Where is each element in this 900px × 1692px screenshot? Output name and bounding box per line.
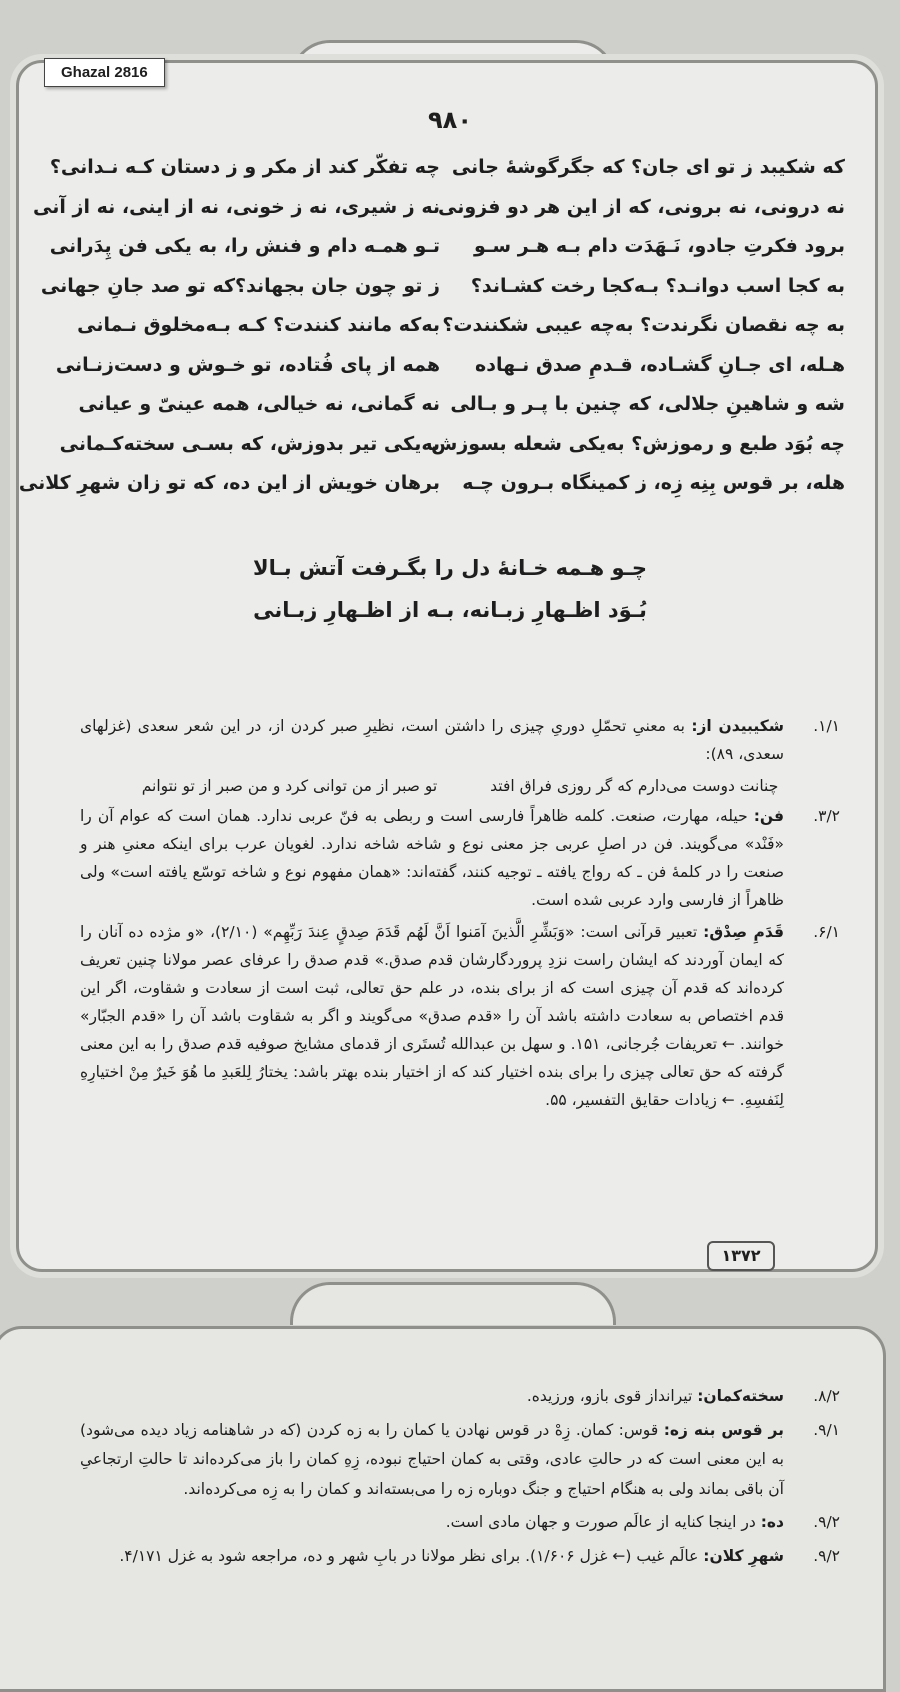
closing-couplet-line: بُـوَد اظـهارِ زبـانه، بـه از اظـهارِ زبـانی: [253, 598, 647, 622]
poem-line: به‌یکی تیر بدوزش، که بسـی سخته‌کـمانی: [59, 432, 440, 455]
note-term: قَدَمِ صِدْق:: [703, 923, 784, 941]
note-item: [80, 802, 840, 914]
quoted-hemistich: چنانت دوست می‌دارم که گر روزی فراق افتد: [490, 777, 779, 795]
poem-line: چه تفکّر کند از مکر و ز دستان کـه نـدانی؟: [49, 156, 440, 178]
poem-line: چه بُوَد طبع و رموزش؟ به‌یکی شعله بسوزش: [431, 432, 845, 455]
quoted-verse: [80, 772, 840, 800]
poem-line: برود فکرتِ جادو، نَـهَدَت دام بـه هـر سـو: [474, 235, 845, 257]
note-item: [80, 712, 840, 768]
note-item: [80, 1508, 840, 1538]
poem-line: هـله، ای جـانِ گشـاده، قـدمِ صدق نـهاده: [475, 353, 845, 376]
note-term: ده:: [760, 1513, 784, 1531]
commentary-notes-continued: [80, 1382, 840, 1575]
poem-line: شه و شاهینِ جلالی، که چنین با پـر و بـالی: [450, 393, 845, 415]
page-number: ۱۳۷۲: [707, 1241, 775, 1271]
poem-line: برهان خویش از این ده، که تو زان شهرِ کلانی: [18, 472, 440, 494]
note-item: [80, 918, 840, 1114]
note-item: [80, 1416, 840, 1505]
note-text: حیله، مهارت، صنعت. کلمه ظاهراً فارسی است و ربطی به فنّ عربی ندارد. همان است که عوام آن را «فَنْد» می‌گویند. فن در اصلِ عربی جز معنی نوع و شاخه شاخه ندارد. لغویان عرب برای اینکه معنیِ هنر و صنعت را در کلمهٔ فن ـ که رواج یافته ـ توجیه کنند، گفته‌اند: «همان مفهوم نوع و شاخه توسّع یافته است» ولی ظاهراً از فارسی وارد عربی شده است.: [80, 807, 784, 909]
ghazal-number: ۹۸۰: [428, 106, 472, 134]
poem-line: نه درونی، نه برونی، که از این هر دو فزونی: [437, 195, 845, 218]
note-number: ۱/۱.: [813, 717, 840, 735]
quoted-hemistich: تو صبر از من توانی کرد و من صبر از تو نتوانم: [141, 777, 438, 795]
note-number: ۸/۲.: [813, 1387, 840, 1405]
note-number: ۳/۲.: [813, 807, 840, 825]
poem-line: هله، بر قوس بِنِه زِه، ز کمینگاه بـرون چـه: [462, 472, 845, 494]
poem-line: ز تو چون جان بجهاند؟که تو صد جانِ جهانی: [40, 274, 440, 297]
note-item: [80, 1382, 840, 1412]
poem-line: به‌که مانند کنندت؟ کـه بـه‌مخلوق نـمانی: [77, 314, 440, 336]
poem-line: به چه نقصان نگرندت؟ به‌چه عیبی شکنندت؟: [442, 314, 845, 336]
poem-line: نه ز شیری، نه ز خونی، نه از اینی، نه از آنی: [33, 195, 440, 218]
poem-line: که شکیبد ز تو ای جان؟ که جگرگوشهٔ جانی: [451, 156, 845, 178]
note-number: ۹/۲.: [813, 1546, 840, 1565]
note-number: ۹/۲.: [813, 1513, 840, 1531]
note-text: در اینجا کنایه از عالَم صورت و جهان مادی است.: [445, 1513, 756, 1531]
poem-line: همه از پای فُتاده، تو خـوش و دست‌زنـانی: [55, 353, 440, 376]
note-term: بر قوس بنه زه:: [663, 1420, 784, 1439]
commentary-notes: [80, 712, 840, 1118]
note-item: [80, 1542, 840, 1572]
poem-line: نه گمانی، نه خیالی، همه عینیّ و عیانی: [78, 393, 440, 415]
note-text: عالَم غیب (← غزل ۱/۶۰۶). برای نظر مولانا در بابِ شهر و ده، مراجعه شود به غزل ۴/۱۷۱.: [119, 1546, 699, 1565]
note-term: شهرِ کلان:: [703, 1546, 784, 1565]
note-term: فن:: [753, 807, 784, 825]
poem-left-column: [18, 148, 440, 504]
note-number: ۶/۱.: [813, 923, 840, 941]
note-text: تیرانداز قوی بازو، ورزیده.: [526, 1387, 693, 1405]
ghazal-label: Ghazal 2816: [44, 58, 165, 87]
note-text: تعبیر قرآنی است: «وَبَشِّرِ الَّذینَ آمَنوا اَنَّ لَهُم قَدَمَ صِدقٍ عِندَ رَبِّهِم» (۲/۱۰)، «و مژده ده آنان را که ایمان آوردند که ایشان راست نزدِ پروردگارشان قدم صدق.» قدم صدق را عرفای عصر مولانا چنین تعریف کرده‌اند که قدم آن چیزی است که از برای بنده، در علم حق تعالی، ثبت است از سعادت و شقاوت، اگر این قدم اختصاص به سعادت داشته باشد آن را «قدم صدق» می‌گویند و اگر به شقاوت باشد آن را «قدم الجبّار» خوانند. ← تعریفات جُرجانی، ۱۵۱. و سهل بن عبدالله تُستَری از قدمای مشایخ صوفیه قدم صدق را به این معنی گرفته که حق تعالی چیزی را برای بنده اختیار کند که از اختیار بنده بهتر باشد: یختارُ لِلعَبدِ ما هُوَ خَیرٌ مِنْ اختیارِهِ لِنَفسِهِ. ← زیادات حقایق التفسیر، ۵۵.: [80, 923, 784, 1109]
note-term: سخته‌کمان:: [697, 1387, 784, 1405]
page-tab-bottom: [290, 1282, 616, 1325]
note-text: به معنیِ تحمّلِ دوریِ چیزی را داشتن است، نظیرِ صبر کردن از، در این شعر سعدی (غزلهای سعدی، ۸۹):: [80, 717, 784, 763]
note-text: قوس: کمان. زِهْ در قوس نهادن یا کمان را به زه کردن (که در شاهنامه زیاد دیده می‌شود) به این معنی است که در حالتِ عادی، وقتی به کمان احتیاج نبوده، زِهِ کمان را باز می‌کرده‌اند تا حالتِ ارتجاعیِ آن باقی بماند ولی به هنگام احتیاج و جنگ دوباره زه را می‌بسته‌اند و کمان را به زِه می‌کرده‌اند.: [80, 1420, 784, 1498]
poem-line: تـو همـه دام و فنش را، به یکی فن پِدَرانی: [49, 235, 440, 257]
poem-line: به کجا اسب دوانـد؟ بـه‌کجا رخت کشـاند؟: [470, 274, 845, 297]
poem-right-column: [431, 148, 845, 504]
note-number: ۹/۱.: [813, 1420, 840, 1439]
closing-couplet-line: چـو هـمه خـانهٔ دل را بگـرفت آتش بـالا: [253, 556, 647, 580]
note-term: شکیبیدن از:: [691, 717, 784, 735]
